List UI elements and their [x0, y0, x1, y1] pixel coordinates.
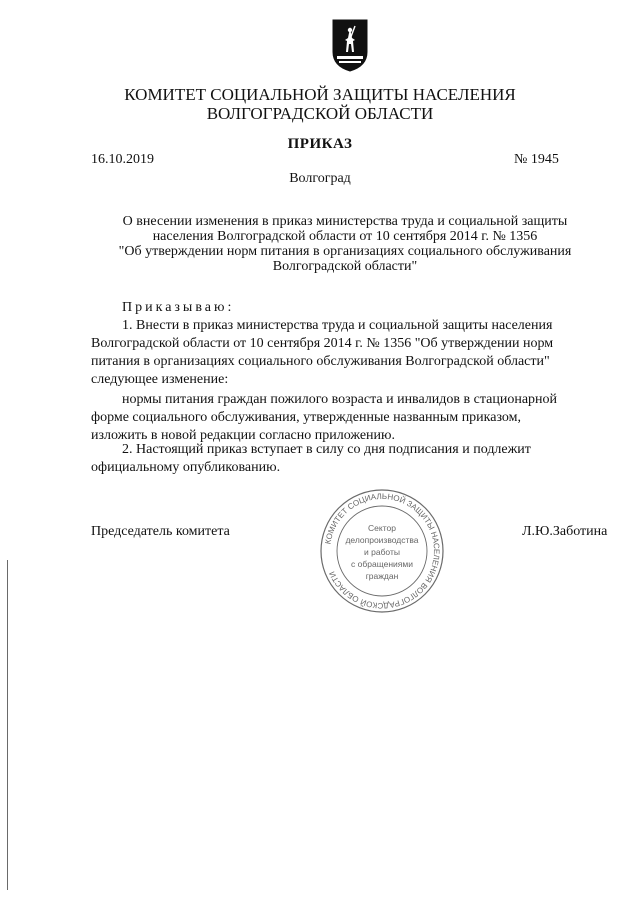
body-line: 1. Внести в приказ министерства труда и социальной защиты населения — [122, 318, 553, 333]
subject-line: населения Волгоградской области от 10 сентября 2014 г. № 1356 — [152, 229, 538, 244]
stamp-text: граждан — [365, 571, 399, 581]
subject-line: О внесении изменения в приказ министерства труда и социальной защиты — [122, 214, 568, 229]
stamp-text: и работы — [364, 547, 400, 557]
official-stamp — [318, 487, 446, 615]
body-line: Волгоградской области от 10 сентября 2014 г. № 1356 "Об утверждении норм — [91, 336, 554, 351]
body-line: изложить в новой редакции согласно приложению. — [91, 428, 396, 443]
body-line: форме социального обслуживания, утвержденные названным приказом, — [91, 410, 522, 425]
signature-position: Председатель комитета — [91, 524, 230, 539]
body-line: официальному опубликованию. — [91, 460, 281, 475]
scan-margin-line — [7, 560, 8, 890]
document-number: № 1945 — [514, 152, 559, 167]
committee-name-line1: КОМИТЕТ СОЦИАЛЬНОЙ ЗАЩИТЫ НАСЕЛЕНИЯ — [124, 85, 516, 104]
subject-line: "Об утверждении норм питания в организациях социального обслуживания — [118, 244, 572, 259]
order-word: Приказываю: — [122, 300, 235, 315]
signature-name: Л.Ю.Заботина — [522, 524, 608, 539]
body-line: следующее изменение: — [91, 372, 229, 387]
stamp-text: делопроизводства — [345, 535, 419, 545]
body-line: 2. Настоящий приказ вступает в силу со дня подписания и подлежит — [122, 442, 531, 457]
stamp-text: Сектор — [368, 523, 396, 533]
body-line: нормы питания граждан пожилого возраста и инвалидов в стационарной — [122, 392, 558, 407]
stamp-text: с обращениями — [351, 559, 413, 569]
document-type: ПРИКАЗ — [287, 136, 353, 152]
coat-of-arms-icon — [331, 18, 369, 72]
subject-line: Волгоградской области" — [272, 259, 418, 274]
body-line: питания в организациях социального обслуживания Волгоградской области" — [91, 354, 550, 369]
document-city: Волгоград — [289, 171, 351, 186]
committee-name-line2: ВОЛГОГРАДСКОЙ ОБЛАСТИ — [206, 104, 434, 123]
stamp-ring-text: КОМИТЕТ СОЦИАЛЬНОЙ ЗАЩИТЫ НАСЕЛЕНИЯ ВОЛГОГРАДСКОЙ ОБЛАСТИ — [323, 491, 442, 611]
document-date: 16.10.2019 — [91, 152, 154, 167]
